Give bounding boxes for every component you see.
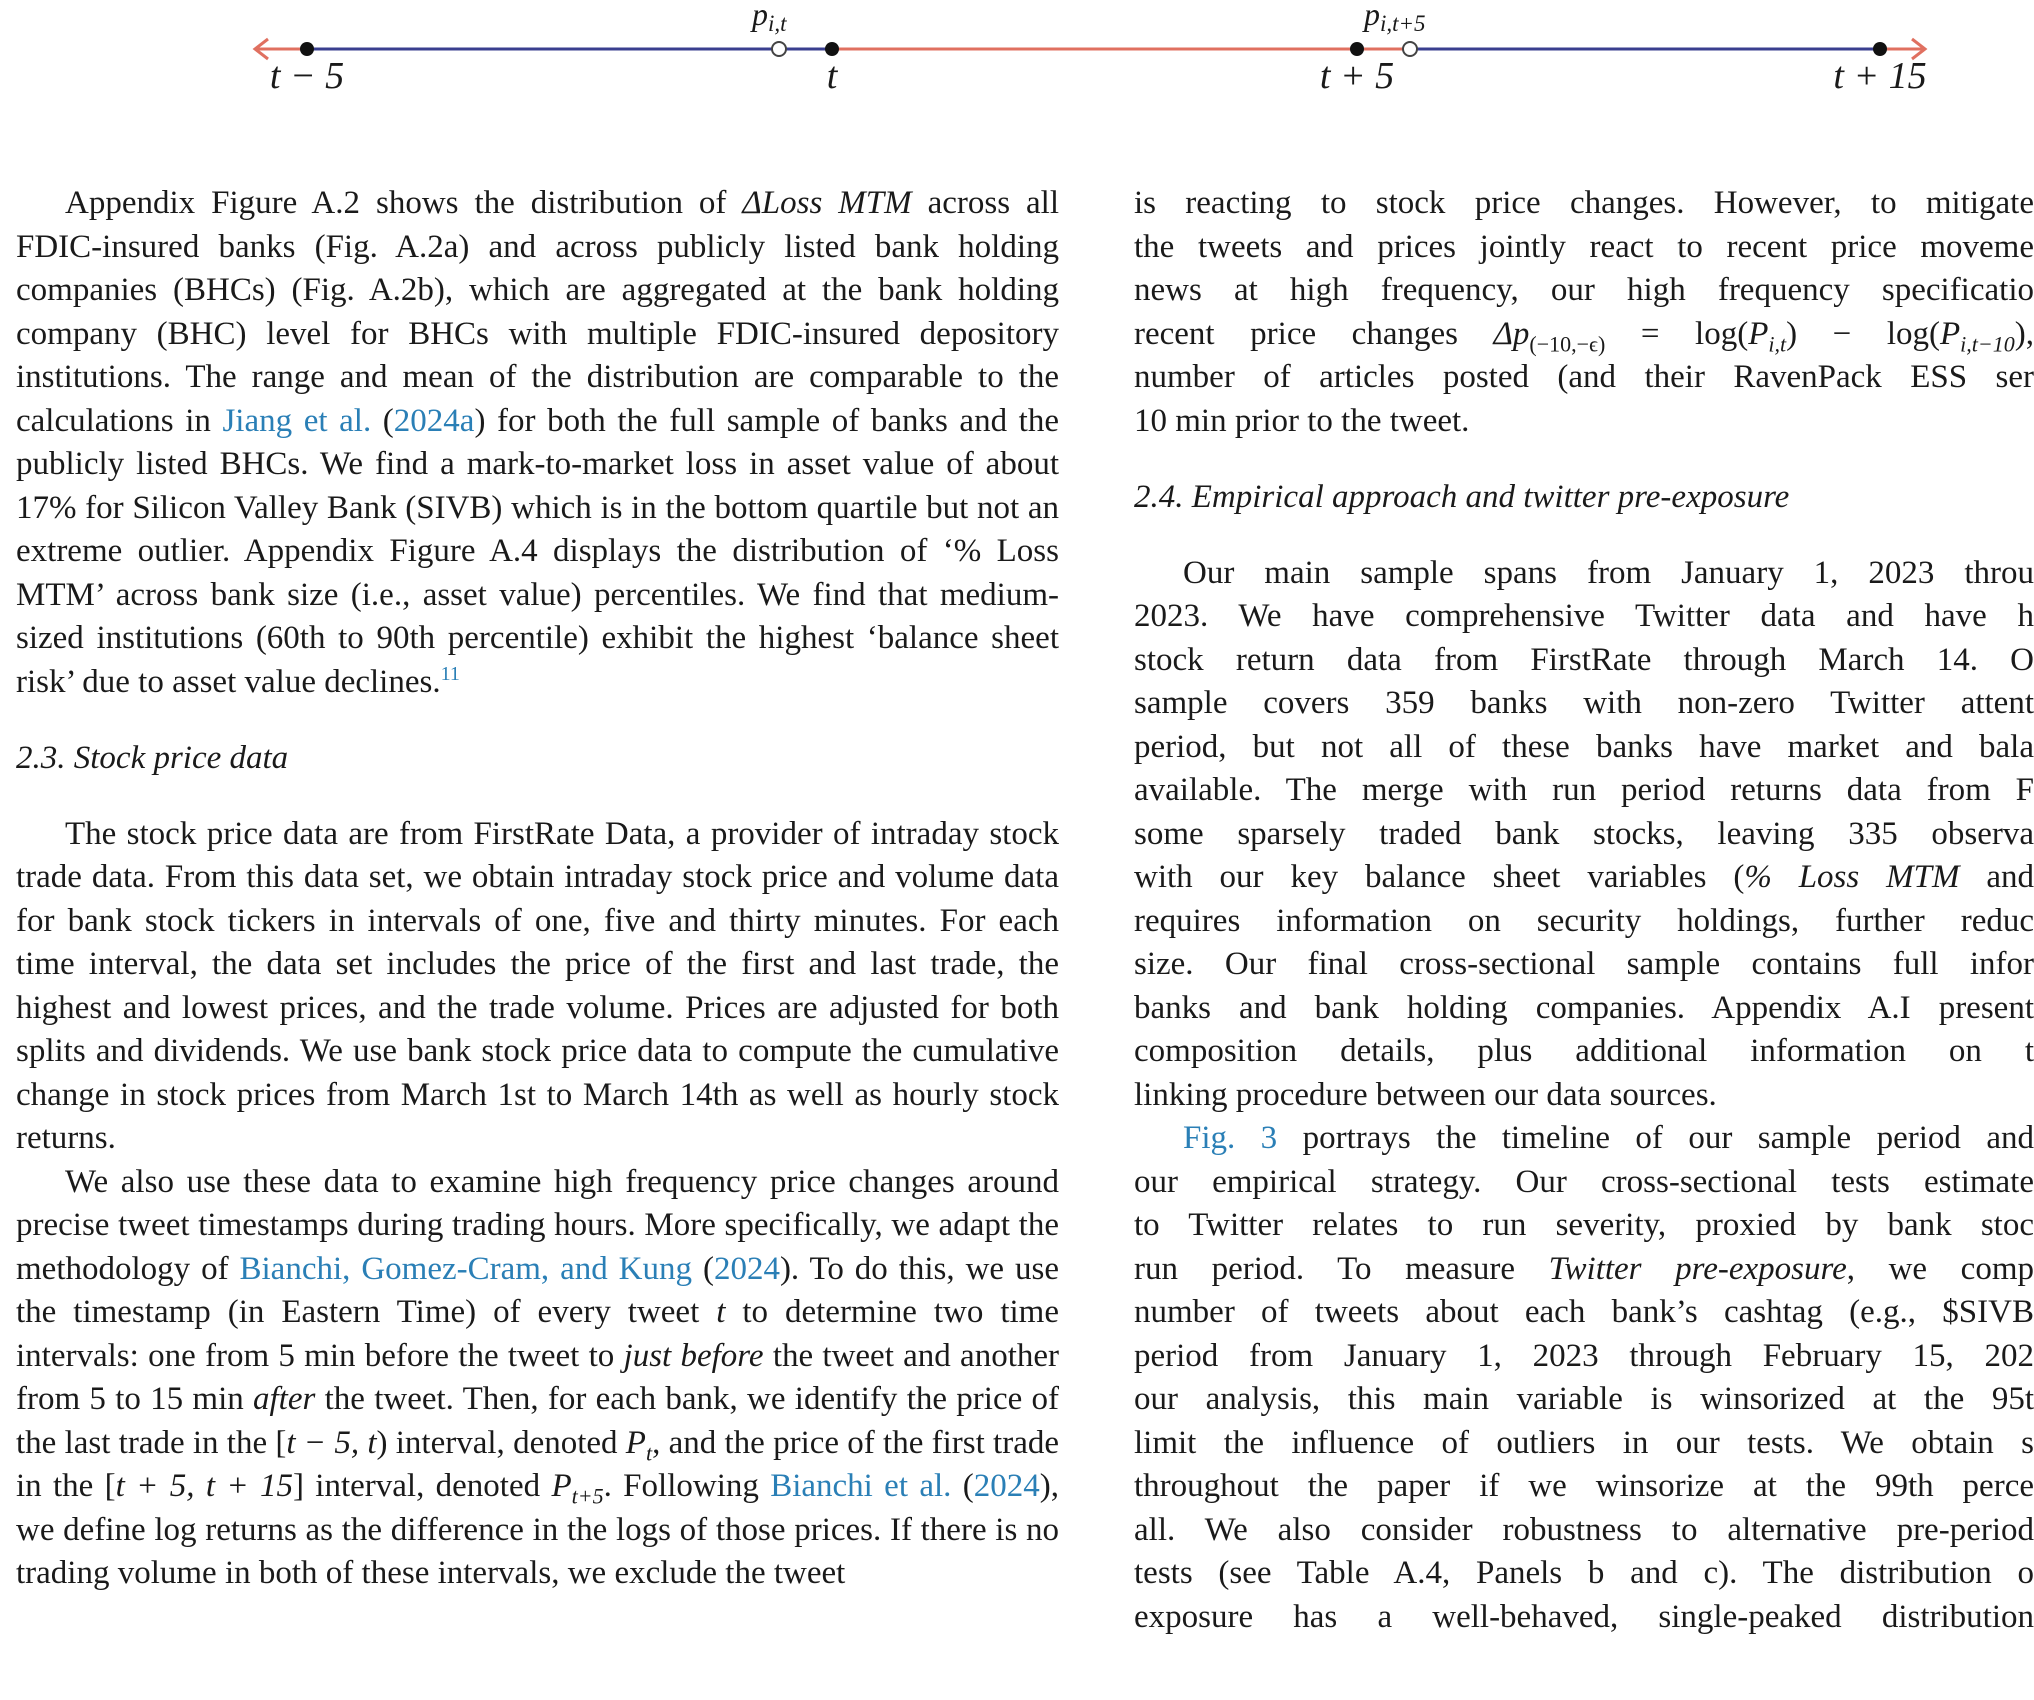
- timeline-tick-label: t: [826, 55, 838, 97]
- timeline-marker-label: [750, 0, 787, 36]
- timeline-tick-dot-t-minus-5: [300, 42, 314, 56]
- paragraph-mitigate: is reacting to stock price changes. However, to mitigate the tweets and prices jointly react to recent price moveme news at high frequency, our high frequency specificatio recent price changes $\Delta p_{(-10,-\epsilon)} = \log(P_{i,t}) - \log(P_{i,t-10})$, number of articles posted (and their RavenPack ESS ser 10 min prior to the tweet.: [1134, 185, 2034, 439]
- section-heading-2-4: 2.4. Empirical approach and twitter pre-exposure: [1134, 479, 1790, 515]
- timeline-tick-label: t + 5: [1319, 55, 1395, 97]
- paragraph-stock-price-data: The stock price data are from FirstRate Data, a provider of intraday stock trade data. From this data set, we obtain intraday stock price and volume data for bank stock tickers in intervals of one, five and thirty minutes. For each time interval, the data set includes the price of the first and last trade, the highest and lowest prices, and the trade volume. Prices are adjusted for both splits and dividends. We use bank stock price data to compute the cumulative change in stock prices from March 1st to March 14th as well as hourly stock returns.: [16, 815, 1059, 1156]
- timeline-tick-label: t + 15: [1833, 55, 1927, 97]
- timeline-figure: [0, 0, 1966, 110]
- citation-link-2024a[interactable]: 2024a: [393, 402, 475, 439]
- citation-link-bianchi-et-al[interactable]: Bianchi et al.: [770, 1468, 952, 1504]
- timeline-marker-sub: i,t+5: [1380, 11, 1426, 36]
- timeline-tick-label: t − 5: [269, 55, 345, 97]
- timeline-tick-dot-t-plus-5: [1350, 42, 1364, 56]
- citation-link-2024-b[interactable]: 2024: [973, 1468, 1040, 1504]
- timeline-marker-sub: i,t: [768, 11, 787, 36]
- timeline-marker-pit5: [1403, 42, 1417, 56]
- right-column: [1134, 182, 2034, 1639]
- timeline-marker-p: p: [1364, 0, 1380, 32]
- timeline-marker-label: [1362, 0, 1426, 36]
- timeline-marker-pit: [772, 42, 786, 56]
- paragraph-loss-mtm: Appendix Figure A.2 shows the distribution of ΔLoss MTM across all FDIC-insured banks (Fig. A.2a) and across publicly listed bank holding companies (BHCs) (Fig. A.2b), which are aggregated at the bank holding company (BHC) level for BHCs with multiple FDIC-insured depository institutions. The range and mean of the distribution are comparable to the calculations in Jiang et al. (2024a) for both the full sample of banks and the publicly listed BHCs. We find a mark-to-market loss in asset value of about 17% for Silicon Valley Bank (SIVB) which is in the bottom quartile but not an extreme outlier. Appendix Figure A.4 displays the distribution of ‘% Loss MTM’ across bank size (i.e., asset value) percentiles. We find that medium-sized institutions (60th to 90th percentile) exhibit the highest ‘balance sheet risk’ due to asset value declines.$^{11}$: [16, 185, 1059, 700]
- left-column: [16, 182, 1059, 1596]
- timeline-tick-dot-t-plus-15: [1873, 42, 1887, 56]
- timeline-tick-dot-t: [825, 42, 839, 56]
- citation-link-jiang[interactable]: Jiang et al.: [222, 402, 372, 439]
- paragraph-high-frequency: We also use these data to examine high frequency price changes around precise tweet timestamps during trading hours. More specifically, we adapt the methodology of Bianchi, Gomez-Cram, and Kung (2024). To do this, we use the timestamp (in Eastern Time) of every tweet t to determine two time intervals: one from 5 min before the tweet to just before the tweet and another from 5 to 15 min after the tweet. Then, for each bank, we identify the price of the last trade in the [t − 5, t) interval, denoted $P_t$, and the price of the first trade in the [t + 5, t + 15] interval, denoted $P_{t+5}$. Following Bianchi et al. (2024), we define log returns as the difference in the logs of those prices. If there is no trading volume in both of these intervals, we exclude the tweet: [16, 1163, 1059, 1591]
- figure-link-fig-3[interactable]: Fig. 3: [1183, 1120, 1278, 1156]
- section-heading-2-3: 2.3. Stock price data: [16, 740, 289, 776]
- delta-loss-mtm-symbol: ΔLoss MTM: [742, 185, 912, 221]
- citation-link-bianchi-gomez-cram-kung[interactable]: Bianchi, Gomez-Cram, and Kung: [239, 1250, 693, 1287]
- paragraph-main-sample: Our main sample spans from January 1, 2023 throu 2023. We have comprehensive Twitter data and have h stock return data from FirstRate through March 14. O sample covers 359 banks with non-zero Twitter attent period, but not all of these banks have market and bala available. The merge with run period returns data from F some sparsely traded bank stocks, leaving 335 observa with our key balance sheet variables (% Loss MTM and requires information on security holdings, further reduc size. Our final cross-sectional sample contains full infor banks and bank holding companies. Appendix A.I present composition details, plus additional information on t linking procedure between our data sources.: [1134, 554, 2034, 1113]
- citation-link-2024[interactable]: 2024: [713, 1250, 780, 1287]
- footnote-link-11[interactable]: 11: [440, 662, 460, 685]
- timeline-marker-p: p: [752, 0, 768, 32]
- paragraph-timeline-strategy: Fig. 3 portrays the timeline of our sample period and our empirical strategy. Our cross-sectional tests estimate to Twitter relates to run severity, proxied by bank stoc run period. To measure Twitter pre-exposure, we comp number of tweets about each bank’s cashtag (e.g., $SIVB period from January 1, 2023 through February 15, 202 our analysis, this main variable is winsorized at the 95t limit the influence of outliers in our tests. We obtain s throughout the paper if we winsorize at the 99th perce all. We also consider robustness to alternative pre-period tests (see Table A.4, Panels b and c). The distribution o exposure has a well-behaved, single-peaked distribution: [1134, 1120, 2034, 1635]
